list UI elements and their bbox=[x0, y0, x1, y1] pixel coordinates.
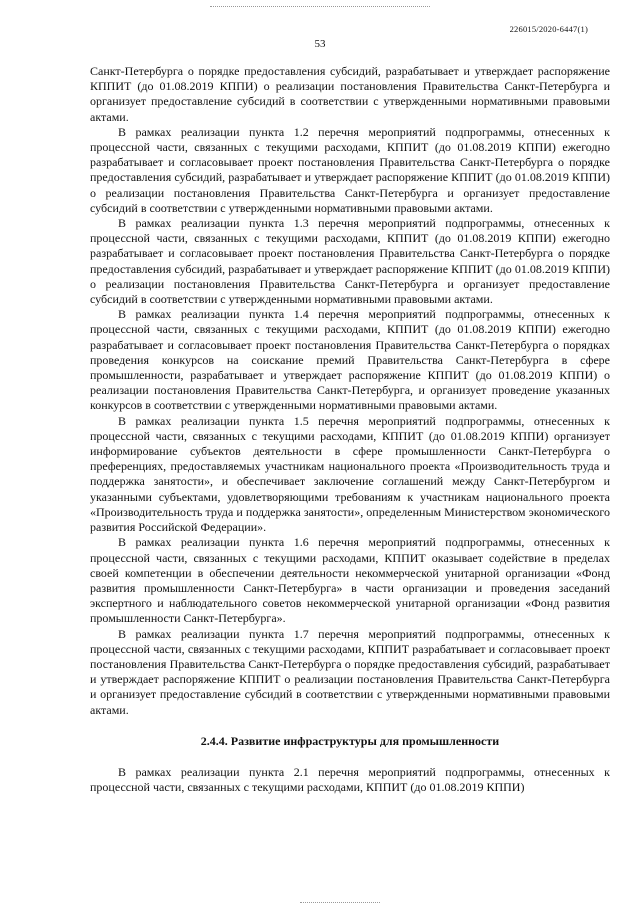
paragraph-item-1-5: В рамках реализации пункта 1.5 перечня мероприятий подпрограммы, отнесенных к процессной части, связанных с текущими расходами, КППИТ (до 01.08.2019 КППИ) организует информирование субъектов деятельности в сфере промышленности Санкт-Петербурга о преференциях, предоставляемых участникам национального проекта «Производительность труда и поддержка занятости», и обеспечивает заключение соглашений между Санкт-Петербургом и указанными субъектами, удовлетворяющими требованиям к участникам национального проекта «Производительность труда и поддержка занятости», определенным Министерством экономического развития Российской Федерации». bbox=[90, 413, 610, 535]
section-heading: 2.4.4. Развитие инфраструктуры для промышленности bbox=[200, 733, 500, 748]
paragraph-item-2-1: В рамках реализации пункта 2.1 перечня мероприятий подпрограммы, отнесенных к процессной части, связанных с текущими расходами, КППИТ (до 01.08.2019 КППИ) bbox=[90, 764, 610, 794]
document-body bbox=[90, 64, 610, 795]
document-number: 226015/2020-6447(1) bbox=[509, 24, 588, 34]
paragraph-item-1-4: В рамках реализации пункта 1.4 перечня мероприятий подпрограммы, отнесенных к процессной части, связанных с текущими расходами, КППИТ (до 01.08.2019 КППИ) ежегодно разрабатывает и согласовывает проект постановления Правительства Санкт-Петербурга о порядках проведения конкурсов на соискание премий Правительства Санкт-Петербурга в сфере промышленности, разрабатывает и утверждает распоряжение КППИТ (до 01.08.2019 КППИ) о реализации постановления Правительства Санкт-Петербурга, и организует проведение указанных конкурсов в соответствии с утвержденными нормативными правовыми актами. bbox=[90, 307, 610, 413]
page-number: 53 bbox=[314, 38, 326, 50]
scan-bottom-edge bbox=[300, 902, 380, 903]
paragraph-item-1-6: В рамках реализации пункта 1.6 перечня мероприятий подпрограммы, отнесенных к процессной части, связанных с текущими расходами, КППИТ оказывает содействие в пределах своей компетенции в обеспечении деятельности некоммерческой унитарной организации «Фонд развития промышленности Санкт-Петербурга» в части организации и проведения заседаний экспертного и наблюдательного советов некоммерческой унитарной организации «Фонд развития промышленности Санкт-Петербурга». bbox=[90, 535, 610, 626]
paragraph-item-1-2: В рамках реализации пункта 1.2 перечня мероприятий подпрограммы, отнесенных к процессной части, связанных с текущими расходами, КППИТ (до 01.08.2019 КППИ) ежегодно разрабатывает и согласовывает проект постановления Правительства Санкт-Петербурга о порядке предоставления субсидий, разрабатывает и утверждает распоряжение КППИТ (до 01.08.2019 КППИ) о реализации постановления Правительства Санкт-Петербурга и организует предоставление субсидий в соответствии с утвержденными нормативными правовыми актами. bbox=[90, 124, 610, 215]
paragraph-item-1-7: В рамках реализации пункта 1.7 перечня мероприятий подпрограммы, отнесенных к процессной части, связанных с текущими расходами, КППИТ разрабатывает и согласовывает проект постановления Правительства Санкт-Петербурга о порядке предоставления субсидий, разрабатывает и утверждает распоряжение КППИТ о реализации постановления Правительства Санкт-Петербурга и организует предоставление субсидий в соответствии с утвержденными нормативными правовыми актами. bbox=[90, 626, 610, 717]
paragraph-item-1-3: В рамках реализации пункта 1.3 перечня мероприятий подпрограммы, отнесенных к процессной части, связанных с текущими расходами, КППИТ (до 01.08.2019 КППИ) ежегодно разрабатывает и согласовывает проект постановления Правительства Санкт-Петербурга о порядке предоставления субсидий, разрабатывает и утверждает распоряжение КППИТ (до 01.08.2019 КППИ) о реализации постановления Правительства Санкт-Петербурга и организует предоставление субсидий в соответствии с утвержденными нормативными правовыми актами. bbox=[90, 216, 610, 307]
scan-top-edge bbox=[210, 6, 430, 7]
paragraph-continued: Санкт-Петербурга о порядке предоставления субсидий, разрабатывает и утверждает распоряжение КППИТ (до 01.08.2019 КППИ) о реализации постановления Правительства Санкт-Петербурга и организует предоставление субсидий в соответствии с утвержденными нормативными правовыми актами. bbox=[90, 64, 610, 124]
